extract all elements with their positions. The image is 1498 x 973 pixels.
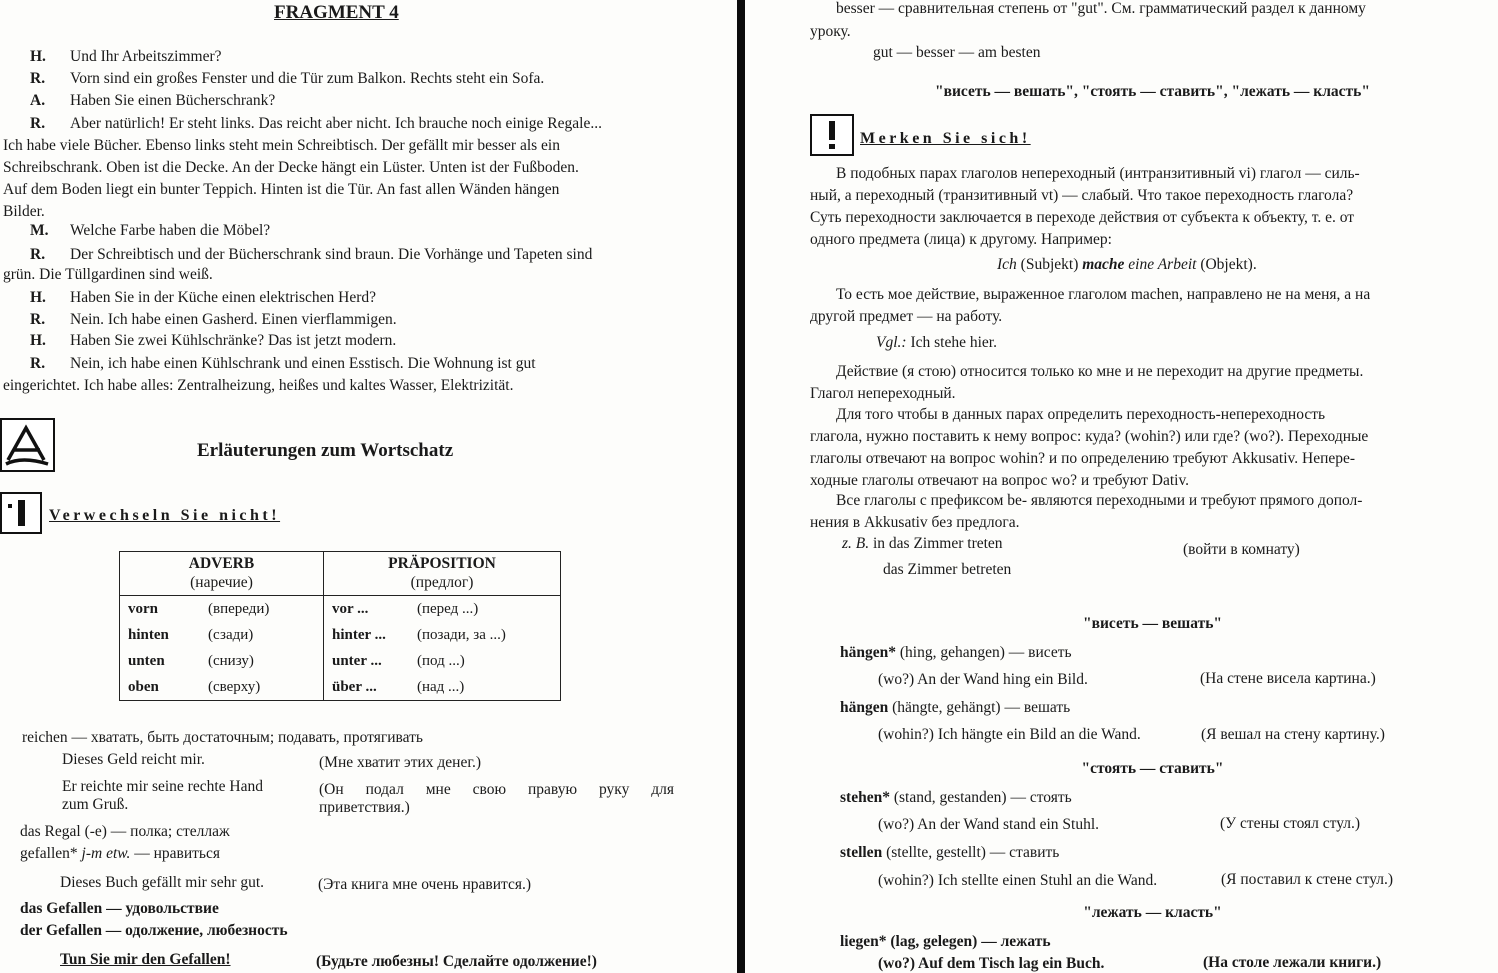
dialog-line [30,92,275,110]
verb-example: (wohin?) Ich hängte ein Bild an die Wand. [878,726,1141,743]
gut-besser-line: gut — besser — am besten [873,44,1041,61]
paragraph-line: Действие (я стою) относится только ко мне и не переходит на другие предметы. [836,363,1364,380]
speaker-label: M. [30,222,49,239]
dialog-text: Nein. Ich habe einen Gasherd. Einen vierflammigen. [70,311,397,328]
paragraph-question [810,404,1495,492]
besser-line: уроку. [810,23,851,40]
example-ru: (Будьте любезны! Сделайте одолжение!) [316,953,597,970]
table-row: vorn (впереди) [128,600,270,617]
table-row: hinter ... (позади, за ...) [332,626,506,643]
dialog-text: Haben Sie zwei Kühlschränke? Das ist jetzt modern. [70,332,397,349]
section-title: Erläuterungen zum Wortschatz [197,440,454,461]
speaker-label: R. [30,115,46,132]
paragraph-line: Глагол непереходный. [810,385,956,402]
paragraph-line: Все глаголы с префиксом be- являются переходными и требуют прямого допол- [836,492,1363,509]
dialog-text: Und Ihr Arbeitszimmer? [70,48,222,65]
reichen-entry: reichen — хватать, быть достаточным; подавать, протягивать [22,729,423,746]
speaker-label: H. [30,48,46,65]
dialog-text: Auf dem Boden liegt ein bunter Teppich. Hinten ist die Tür. An fast allen Wänden hängen [3,181,560,198]
example-ru: (Эта книга мне очень нравится.) [318,876,532,893]
example-ru: (Мне хватит этих денег.) [319,754,481,771]
zb-translation: (войти в комнату) [1183,541,1300,558]
zb-example: z. B. in das Zimmer treten [842,535,1003,552]
dialog-text: Vorn sind ein großes Fenster und die Tür zum Balkon. Rechts steht ein Sofa. [70,70,545,87]
speaker-label: R. [30,355,46,372]
dialog-text: Ich habe viele Bücher. Ebenso links steht mein Schreibtisch. Der gefällt mir besser als ein [3,137,560,154]
verb-example-ru: (Я поставил к стене стул.) [1221,871,1394,888]
table-row: über ... (над ...) [332,678,465,695]
page-title: FRAGMENT 4 [274,2,399,23]
exclamation-icon [810,114,854,156]
verb-pairs: "висеть — вешать", "стоять — ставить", "лежать — класть" [935,83,1370,100]
adverb-preposition-table [119,551,561,701]
dialog-text: Der Schreibtisch und der Bücherschrank sind braun. Die Vorhänge und Tapeten sind [70,246,593,263]
dialog-line [3,159,579,177]
regal-entry: das Regal (-e) — полка; стеллаж [20,823,230,840]
paragraph-line: ходные глаголы отвечают на вопрос wo? и требуют Dativ. [810,472,1190,489]
dialog-line [3,266,213,284]
table-row: hinten (сзади) [128,626,254,643]
dialog-line [30,332,396,350]
dialog-text: Schreibschrank. Oben ist die Decke. An der Decke hängt ein Lüster. Unten ist der Fußboden. [3,159,579,176]
dialog-line [30,246,592,264]
verb-example-ru: (На стене висела картина.) [1200,670,1376,687]
verb-example-ru: (Я вешал на стену картину.) [1201,726,1385,743]
verb-entry: stellen (stellte, gestellt) — ставить [840,844,1060,861]
dialog-line [30,355,536,373]
example-sentence: Ich (Subjekt) mache eine Arbeit (Objekt). [997,256,1257,273]
paragraph-line: нения в Akkusativ без предлога. [810,514,1020,531]
verb-entry: hängen (hängte, gehängt) — вешать [840,699,1071,716]
example-ru: (Он подал мне свою правую руку для приветствия.) [319,781,674,816]
gefallen-entry: gefallen* j-m etw. — нравиться [20,845,220,862]
dialog-text: Aber natürlich! Er steht links. Das reicht aber nicht. Ich brauche noch einige Regale... [70,115,602,132]
table-row: unten (снизу) [128,652,254,669]
dialog-line [3,181,559,199]
paragraph-line: глаголы отвечают на вопрос wohin? и по определению требуют Akkusativ. Непере- [810,450,1356,467]
verb-entry: stehen* (stand, gestanden) — стоять [840,789,1072,806]
dialog-line [30,48,222,66]
heading-haengen: "висеть — вешать" [1082,615,1222,632]
adverb-column [120,596,324,701]
dialog-line [3,203,45,221]
dialog-text: Bilder. [3,203,45,220]
dialog-line [30,289,376,307]
speaker-label: A. [30,92,46,109]
paragraph-line: одного предмета (лица) к другому. Например: [810,231,1112,248]
verb-entry: hängen* (hing, gehangen) — висеть [840,644,1072,661]
paragraph-line: Суть переходности заключается в переходе действия от субъекта к объекту, т. е. от [810,209,1355,226]
dialog-text: Welche Farbe haben die Möbel? [70,222,271,239]
table-header-preposition: PRÄPOSITION (предлог) [324,552,561,596]
zb-example: das Zimmer betreten [883,561,1012,578]
dialog-line [30,311,397,329]
paragraph-line: ный, а переходный (транзитивный vt) — слабый. Что такое переходность глагола? [810,187,1354,204]
besser-line: besser — сравнительная степень от "gut". См. грамматический раздел к данному [836,0,1366,17]
paragraph-intransitive [810,361,1495,405]
dialog-line [3,377,513,395]
table-row: vor ... (перед ...) [332,600,479,617]
dialog-text: Haben Sie einen Bücherschrank? [70,92,276,109]
verb-example: (wo?) An der Wand hing ein Bild. [878,671,1088,688]
dialog-text: eingerichtet. Ich habe alles: Zentralheizung, heißes und kaltes Wasser, Elektrizität. [3,377,514,394]
gefallen-noun-1: das Gefallen — удовольствие [20,900,219,917]
verb-entry: liegen* (lag, gelegen) — лежать [840,933,1051,950]
paragraph-line: То есть мое действие, выраженное глаголом machen, направлено не на меня, а на [836,286,1371,303]
verb-example: (wo?) An der Wand stand ein Stuhl. [878,816,1100,833]
speaker-label: H. [30,289,46,306]
verb-example-ru: (У стены стоял стул.) [1220,815,1361,832]
page-gutter [737,0,745,973]
speaker-label: R. [30,70,46,87]
example-de: Tun Sie mir den Gefallen! [60,951,231,968]
paragraph-line: В подобных парах глаголов непереходный (интранзитивный vi) глагол — силь- [836,165,1360,182]
paragraph-line: глагола, нужно поставить к нему вопрос: куда? (wohin?) или где? (wo?). Переходные [810,428,1369,445]
table-header-adverb: ADVERB (наречие) [120,552,324,596]
table-row: oben (сверху) [128,678,261,695]
heading-stehen: "стоять — ставить" [1081,760,1224,777]
verb-example: (wohin?) Ich stellte einen Stuhl an die Wand. [878,872,1158,889]
preposition-column [324,596,561,701]
paragraph-transitivity [810,163,1495,251]
dialog-text: grün. Die Tüllgardinen sind weiß. [3,266,213,283]
paragraph-line: Для того чтобы в данных парах определить переходность-непереходность [836,406,1326,423]
heading-liegen: "лежать — класть" [1083,904,1222,921]
warning-icon [0,492,42,534]
gefallen-noun-2: der Gefallen — одолжение, любезность [20,922,288,939]
dialog-text: Haben Sie in der Küche einen elektrischen Herd? [70,289,376,306]
dialog-line [3,137,560,155]
example-de: Dieses Geld reicht mir. [62,751,205,768]
dialog-line [30,222,270,240]
speaker-label: R. [30,246,46,263]
dialog-line [30,115,602,133]
dialog-line [30,70,544,88]
paragraph-line: другой предмет — на работу. [810,308,1003,325]
speaker-label: H. [30,332,46,349]
speaker-label: R. [30,311,46,328]
example-de: Dieses Buch gefällt mir sehr gut. [60,874,265,891]
paragraph-be-prefix [810,490,1495,534]
verb-example: (wo?) Auf dem Tisch lag ein Buch. [878,955,1105,972]
example-de: Er reichte mir seine rechte Hand zum Gruß. [62,778,263,813]
table-row: unter ... (под ...) [332,652,465,669]
verwechseln-heading: Verwechseln Sie nicht! [49,507,281,524]
dialog-text: Nein, ich habe einen Kühlschrank und einen Esstisch. Die Wohnung ist gut [70,355,536,372]
paragraph-machen [810,284,1495,328]
vocabulary-icon [0,418,55,472]
vgl-line: Vgl.: Ich stehe hier. [876,334,997,351]
verb-example-ru: (На столе лежали книги.) [1203,954,1382,971]
merken-heading: Merken Sie sich! [860,130,1031,147]
